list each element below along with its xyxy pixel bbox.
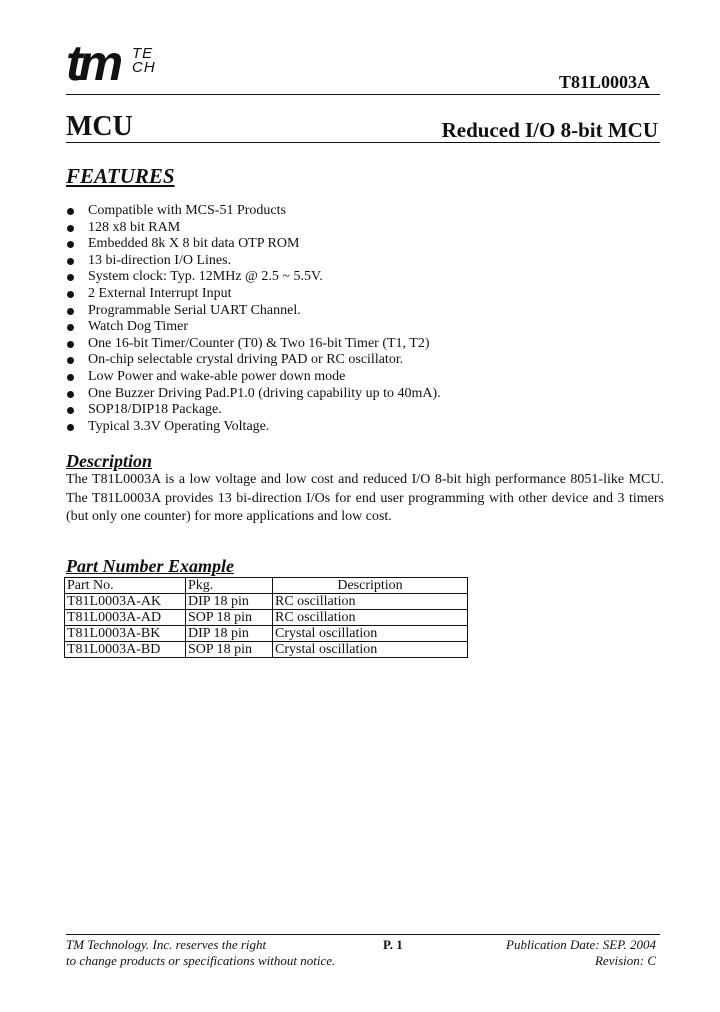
part-number-heading: Part Number Example [66,556,235,576]
cell-description: Crystal oscillation [273,642,468,658]
bullet-icon [67,241,74,248]
features-heading: FEATURES [66,164,175,188]
part-number-table [64,577,468,658]
feature-item [66,419,441,436]
part-code: T81L0003A [558,72,650,92]
revision: Revision: C [594,953,656,968]
bullet-icon [67,374,74,381]
table-row [65,626,468,642]
feature-item [66,220,441,237]
feature-item [66,386,441,403]
cell-description: Crystal oscillation [273,626,468,642]
cell-part-no: T81L0003A-BD [65,642,186,658]
footer-disclaimer-line2: to change products or specifications without notice. [66,953,336,968]
feature-text: One Buzzer Driving Pad.P1.0 (driving capability up to 40mA). [88,385,441,401]
cell-pkg: DIP 18 pin [186,594,273,610]
feature-item [66,336,441,353]
bullet-icon [67,391,74,398]
feature-text: Compatible with MCS-51 Products [88,203,286,218]
bullet-icon [67,341,74,348]
description-text: The T81L0003A is a low voltage and low cost and reduced I/O 8-bit high performance 8051-like MCU. The T81L0003A provides 13 bi-direction I/Os for end user programming with other device and 3 timers (but only one counter) for more applications and low cost. [66,472,664,524]
column-header-description: Description [273,578,468,594]
table-row [65,642,468,658]
table-row [65,594,468,610]
cell-pkg: DIP 18 pin [186,626,273,642]
feature-item [66,269,441,286]
feature-item [66,236,441,253]
column-header-pkg: Pkg. [186,578,273,594]
table-row [65,610,468,626]
bullet-icon [67,225,74,232]
cell-part-no: T81L0003A-AK [65,594,186,610]
bullet-icon [67,357,74,364]
description-heading: Description [66,451,153,471]
feature-text: Programmable Serial UART Channel. [88,302,301,318]
cell-pkg: SOP 18 pin [186,610,273,626]
cell-part-no: T81L0003A-BK [65,626,186,642]
feature-text: 13 bi-direction I/O Lines. [88,252,232,268]
document-subtitle: Reduced I/O 8-bit MCU [441,118,658,142]
logo-sup-top: TE [132,45,154,62]
feature-item [66,203,441,220]
publication-date: Publication Date: SEP. 2004 [506,937,656,952]
table-header-row [65,578,468,594]
feature-item [66,352,441,369]
feature-text: Typical 3.3V Operating Voltage. [88,418,270,434]
feature-text: Embedded 8k X 8 bit data OTP ROM [88,236,300,252]
logo-main-text: tm [66,35,120,91]
logo-sup-bottom: CH [132,59,156,76]
feature-text: SOP18/DIP18 Package. [88,402,222,418]
feature-text: 128 x8 bit RAM [88,219,181,235]
product-class: MCU [66,111,133,142]
feature-item [66,286,441,303]
bullet-icon [67,324,74,331]
cell-description: RC oscillation [273,594,468,610]
feature-text: System clock: Typ. 12MHz @ 2.5 ~ 5.5V. [88,269,323,285]
feature-item [66,402,441,419]
company-logo [66,35,176,94]
feature-text: One 16-bit Timer/Counter (T0) & Two 16-bit Timer (T1, T2) [88,335,430,351]
bullet-icon [67,308,74,315]
feature-text: On-chip selectable crystal driving PAD or RC oscillator. [88,352,404,368]
bullet-icon [67,424,74,431]
cell-pkg: SOP 18 pin [186,642,273,658]
footer-divider [66,934,660,935]
page-number: P. 1 [383,937,403,952]
bullet-icon [67,258,74,265]
feature-text: Low Power and wake-able power down mode [88,368,346,384]
feature-item [66,319,441,336]
feature-item [66,369,441,386]
header-divider [66,94,660,95]
column-header-part-no: Part No. [65,578,186,594]
footer-disclaimer-line1: TM Technology. Inc. reserves the right [66,937,267,952]
bullet-icon [67,208,74,215]
title-divider [66,142,660,143]
features-list [66,203,441,435]
bullet-icon [67,407,74,414]
bullet-icon [67,274,74,281]
bullet-icon [67,291,74,298]
cell-description: RC oscillation [273,610,468,626]
feature-text: 2 External Interrupt Input [88,285,232,301]
feature-item [66,303,441,320]
feature-item [66,253,441,270]
cell-part-no: T81L0003A-AD [65,610,186,626]
feature-text: Watch Dog Timer [88,319,188,335]
